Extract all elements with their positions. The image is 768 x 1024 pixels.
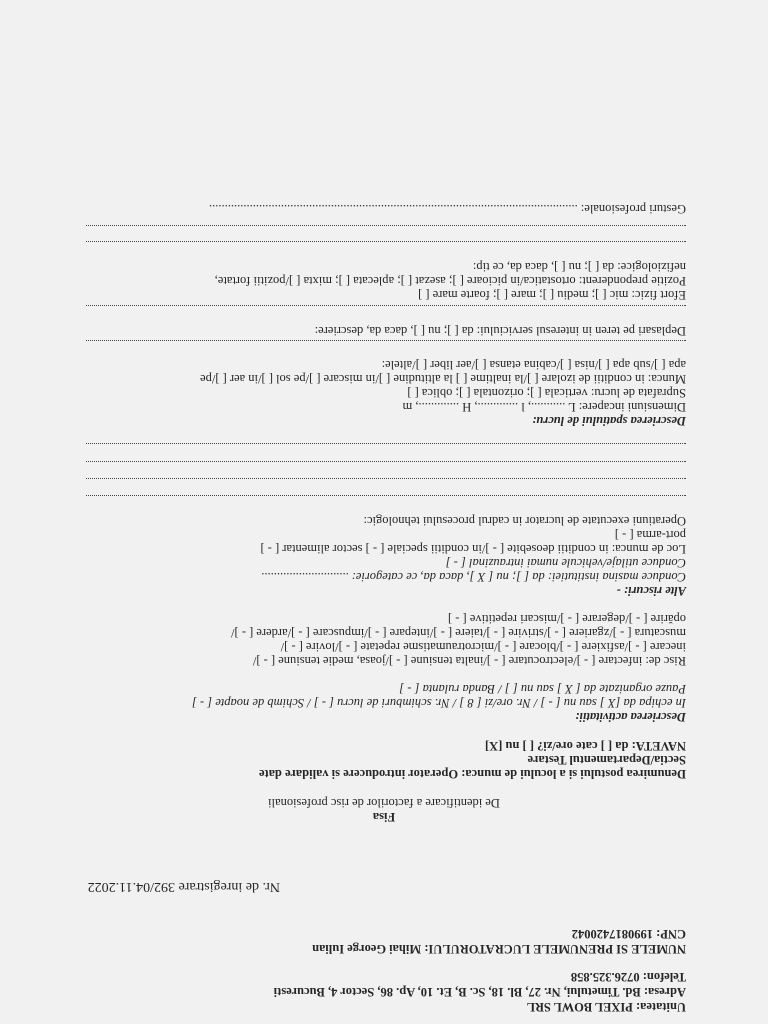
blank-line [86, 305, 686, 306]
activity-heading: Descrierea activitatii: [575, 710, 686, 724]
blank-line [86, 340, 686, 341]
risks-line-2: inecare [ - ]/asfixiere [ - ]/blocare [ - ]/microtraumatisme repetate [ - ]/lovire [ - ]/ [280, 640, 686, 654]
technological-operations: Operatiuni executate de lucrator in cadrul procesului tehnologic: [363, 514, 686, 528]
employee-name: NUMELE SI PRENUMELE LUCRATORULUI: Mihai George Iulian [312, 942, 686, 956]
blank-line [86, 241, 686, 242]
blank-line [86, 225, 686, 226]
work-conditions-continued: apa [ ]/sub apa [ ]/nisa [ ]/cabina etansa [ ]/aer liber [ ]/altele: [381, 358, 686, 372]
commute: NAVETA: da [ ] cate ore/zi? [ ] nu [X] [484, 739, 686, 753]
physical-effort: Efort fizic: mic [ ]; mediu [ ]; mare [ ]; foarte mare [ ] [418, 288, 686, 302]
job-section: Sectia/Departamentul Testare [527, 753, 686, 767]
form-subtitle: De identificare a factorilor de risc profesionali [268, 796, 500, 810]
blank-line [86, 461, 686, 462]
work-posture-continued: nefiziologice: da [ ]; nu [ ], daca da, ce tip: [472, 260, 686, 274]
employee-cnp: CNP: 1990817420042 [571, 927, 686, 941]
activity-breaks: Pauze organizate da [ X ] sau nu [ ] / Banda rulanta [ - ] [399, 682, 686, 696]
risks-line-1: Risc de: infectare [ - ]/electrocutare [ - ]/inalta tensiune [ - ]/joasa, medie tensiune [ - ]/ [252, 654, 686, 668]
blank-line [86, 478, 686, 479]
blank-line [86, 495, 686, 496]
registration-number: Nr. de inregistrare 392/04.11.2022 [87, 879, 280, 894]
workplace-conditions: Loc de munca: in conditii deosebite [ - ]/in conditii speciale [ - ] sector alimentar [ - ] [260, 542, 686, 556]
risks-line-3: muscatura [ - ]/zgariere [ - ]/strivire [ - ]/taiere [ - ]/intepare [ - ]/impuscare [ - ]/ardere [ - ]/ [231, 626, 686, 640]
field-travel: Deplasari pe teren in interesul serviciului: da [ ]; nu [ ], daca da, descriere: [314, 324, 686, 338]
job-position: Denumirea postului si a locului de munca: Operator introducere si validare date [259, 767, 686, 781]
workspace-heading: Descrierea spatiului de lucru: [532, 414, 686, 428]
unit-name: Unitatea: PIXEL BOWL SRL [526, 1000, 686, 1014]
work-surface: Suprafata de lucru: verticala [ ]; orizontala [ ]; oblica [ ] [407, 386, 686, 400]
internal-vehicle: Conduce utilaje/vehicule numai intrauzinal [ - ] [445, 556, 686, 570]
unit-phone: Telefon: 0726.325.858 [570, 970, 686, 984]
blank-line [86, 443, 686, 444]
unit-address: Adresa: Bd. Timetului, Nr. 27, Bl. 18, Sc. B, Et. 10, Ap. 86, Sector 4, Bucuresti [273, 985, 686, 999]
vehicle-driving: Conduce masina institutiei: da [ ]; nu [ X ], daca da, ce categorie: ............................ [261, 570, 686, 584]
work-conditions: Munca: in conditii de izolare [ ]/la inaltime [ ] la altitudine [ ]/in miscare [ ]/pe sol [ ]/in aer [ ]/pe [200, 372, 686, 386]
weapon-carrying: port-arma [ - ] [614, 528, 686, 542]
other-risks-heading: Alte riscuri: - [616, 584, 686, 598]
room-dimensions: Dimensiuni incapere: L ..........., l ............., H ............., m [402, 400, 686, 414]
form-title: Fisa [372, 810, 396, 824]
work-posture: Pozitie preponderent: ortostatica/in picioare [ ]; asezat [ ]; aplecata [ ]; mixta [ ]/pozitii fortate, [214, 274, 686, 288]
risks-line-4: opărire [ - ]/degerare [ - ]/miscari repetitive [ - ] [447, 612, 686, 626]
activity-team: In echipa da [X ] sau nu [ - ] / Nr. ore/zi [ 8 ] / Nr. schimburi de lucru [ - ] / Schimb de noapte [ - ] [192, 696, 686, 710]
professional-gestures: Gesturi profesionale: ...................................................................................................................... [208, 202, 686, 216]
